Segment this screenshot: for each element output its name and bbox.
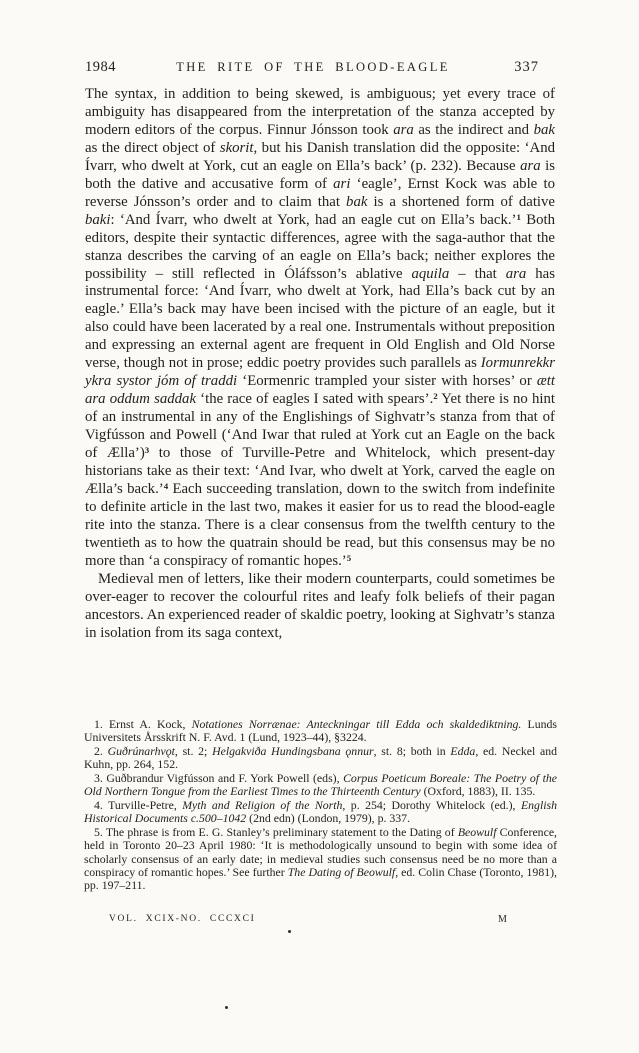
volume-signature: VOL. XCIX-NO. CCCXCI (109, 914, 256, 924)
page-header (85, 59, 555, 75)
body-paragraph: The syntax, in addition to being skewed, is ambiguous; yet every trace of ambiguity has disappeared from the interpretation of the stanza accepted by modern editors of the corpus. Finnur Jónsson took ara as the indirect and bak as the direct object of skorit, but his Danish translation did the opposite: ‘And Ívarr, who dwelt at York, cut an eagle on Ella’s back’ (p. 232). Because ara is both the dative and accusative form of ari ‘eagle’, Ernst Kock was able to reverse Jónsson’s order and to claim that bak is a shortened form of dative baki: ‘And Ívarr, who dwelt at York, had an eagle cut on Ella’s back.’$^1$ Both editors, despite their syntactic differences, agree with the saga-author that the stanza describes the carving of an eagle on Ella’s back; neither explores the possibility – still reflected in Óláfsson’s ablative aquila – that ara has instrumental force: ‘And Ívarr, who dwelt at York, had Ella’s back cut by an eagle.’ Ella’s back may have been incised with the picture of an eagle, but it also could have been lacerated by a real one. Instrumentals without preposition and expressing an external agent are frequent in Old English and Old Norse verse, though not in prose; eddic poetry provides such parallels as Iormunrekkr ykra systor jóm of traddi ‘Eormenric trampled your sister with horses’ or ætt ara oddum saddak ‘the race of eagles I sated with spears’.$^2$ Yet there is no hint of an instrumental in any of the Englishings of Sighvatr’s stanza from that of Vigfússon and Powell (‘And Iwar that ruled at York cut an Eagle on the back of Ælla’)$^3$ to those of Turville-Petre and Whitelock, which present-day historians take as their text: ‘And Ivar, who dwelt at York, carved the eagle on Ælla’s back.’$^4$ Each succeeding translation, down to the switch from indefinite to definite article in the last two, makes it easier for us to read the blood-eagle rite into the stanza. There is a clear consensus from the twelfth century to the twentieth as to how the quatrain should be read, but this consensus may be no more than ‘a conspiracy of romantic hopes.’$^5$ (85, 86, 556, 569)
ink-dot (288, 930, 291, 933)
running-title: THE RITE OF THE BLOOD-EAGLE (176, 60, 450, 74)
body-paragraph: Medieval men of letters, like their modern counterparts, could sometimes be over-eager to recover the colourful rites and leafy folk beliefs of their pagan ancestors. An experienced reader of skaldic poetry, looking at Sighvatr’s stanza in isolation from its saga context, (85, 570, 555, 641)
footnote-4: 4. Turville-Petre, Myth and Religion of the North, p. 254; Dorothy Whitelock (ed.), English Historical Documents c.500–1042 (2nd edn) (London, 1979), p. 337. (84, 797, 557, 826)
ink-dot (225, 1006, 228, 1009)
page-footer (85, 914, 555, 928)
footnotes-section (84, 718, 557, 893)
page-number: 337 (514, 59, 539, 75)
article-body (85, 86, 555, 643)
footnote-5: 5. The phrase is from E. G. Stanley’s preliminary statement to the Dating of Beowulf Conference, held in Toronto 20–23 April 1980: ‘It is methodologically unsound to begin with some idea of scholarly consensus of an early date; in medieval studies such consensus need be no more than a conspiracy of romantic hopes.’ See further The Dating of Beowulf, ed. Colin Chase (Toronto, 1981), pp. 197–211. (84, 824, 558, 893)
printer-signature-mark: M (498, 914, 507, 925)
footnote-2: 2. Guðrúnarhvǫt, st. 2; Helgakviða Hundingsbana ǫnnur, st. 8; both in Edda, ed. Neckel and Kuhn, pp. 264, 152. (84, 743, 558, 772)
footnote-1: 1. Ernst A. Kock, Notationes Norrænae: Anteckningar till Edda och skaldediktning. Lunds Universitets Årsskrift N. F. Avd. 1 (Lund, 1923–44), §3224. (84, 717, 557, 745)
header-year: 1984 (85, 59, 116, 75)
footnote-3: 3. Guðbrandur Vigfússon and F. York Powell (eds), Corpus Poeticum Boreale: The Poetry of the Old Northern Tongue from the Earliest Times to the Thirteenth Century (Oxford, 1883), II. 135. (84, 770, 557, 799)
